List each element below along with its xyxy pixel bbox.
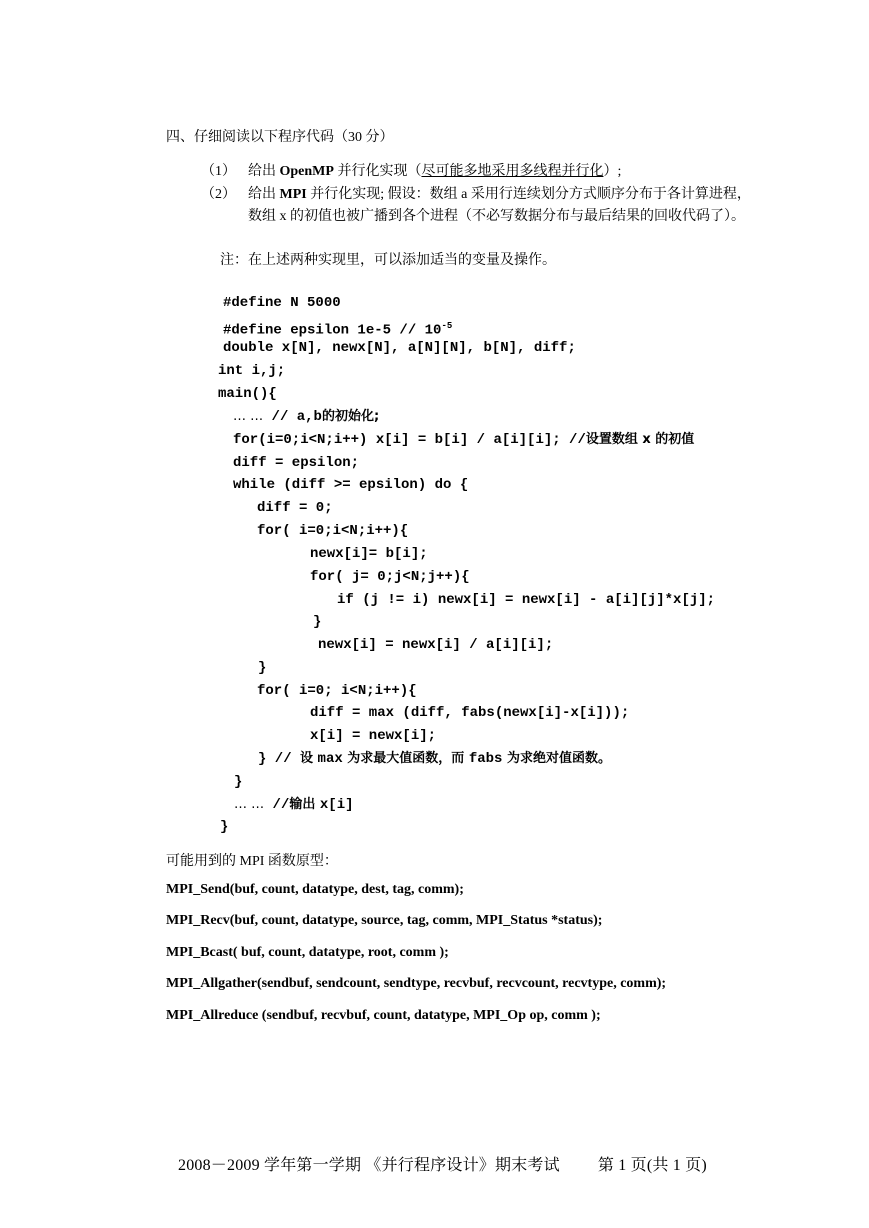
code-line-21-cjk-2: 为求最大值函数，而 [342, 751, 469, 766]
code-line-6-ellipsis: … … [233, 409, 264, 424]
code-line-3: double x[N], newx[N], a[N][N], b[N], diff; [223, 340, 576, 356]
code-line-21-cjk-3: 为求绝对值函数。 [502, 751, 611, 766]
requirement-2-continuation: 数组 x 的初值也被广播到各个进程（不必写数据分布与最后结果的回收代码了）。 [248, 209, 745, 224]
code-line-2-text: #define epsilon 1e-5 // 10 [223, 322, 442, 339]
footer-page-number: 第 1 页(共 1 页) [597, 1157, 707, 1174]
code-line-24: } [220, 819, 229, 835]
code-line-21 [258, 751, 611, 767]
page-footer [178, 1152, 707, 1175]
requirement-2-pre: 给出 [248, 187, 280, 202]
code-line-23-comment: // [264, 797, 290, 813]
code-line-6-cjk: 的初始化; [321, 409, 380, 424]
code-line-9: while (diff >= epsilon) do { [233, 477, 469, 493]
note: 注：在上述两种实现里，可以添加适当的变量及操作。 [220, 253, 556, 268]
code-line-21-cjk-1: 设 [300, 751, 318, 766]
code-line-4: int i,j; [218, 363, 286, 379]
code-line-7 [233, 432, 694, 448]
requirement-1-number: （1） [201, 164, 236, 179]
footer-exam-title: 2008－2009 学年第一学期 《并行程序设计》期末考试 [178, 1157, 560, 1174]
requirement-1-pre: 给出 [248, 164, 280, 179]
requirement-2-text: 并行化实现; 假设：数组 a 采用行连续划分方式顺序分布于各计算进程， [306, 187, 751, 202]
code-line-21-fabs: fabs [468, 751, 503, 767]
requirement-1-underlined: 尽可能多地采用多线程并行化 [421, 164, 604, 179]
code-line-21-max: max [317, 751, 343, 767]
code-line-23-var: x[i] [319, 797, 354, 813]
mpi-send-prototype: MPI_Send(buf, count, datatype, dest, tag, comm); [166, 882, 464, 897]
requirement-1 [248, 160, 621, 180]
code-line-2 [223, 318, 452, 339]
code-line-7-code: for(i=0;i<N;i++) x[i] = b[i] / a[i][i]; // [233, 432, 586, 448]
code-line-19: diff = max (diff, fabs(newx[i]-x[i])); [310, 705, 630, 721]
code-line-15: } [313, 614, 322, 630]
code-line-6 [233, 409, 379, 425]
code-line-8: diff = epsilon; [233, 455, 360, 471]
code-line-6-comment: // a,b [263, 409, 322, 425]
code-line-14: if (j != i) newx[i] = newx[i] - a[i][j]*x[j]; [337, 592, 716, 608]
code-line-12: newx[i]= b[i]; [310, 546, 428, 562]
requirement-1-mid: 并行化实现（ [333, 164, 422, 179]
requirement-1-openmp: OpenMP [279, 164, 334, 179]
code-line-16: newx[i] = newx[i] / a[i][i]; [318, 637, 554, 653]
code-line-18: for( i=0; i<N;i++){ [257, 683, 417, 699]
requirement-1-post: ）; [603, 164, 622, 179]
mpi-prototypes-title: 可能用到的 MPI 函数原型： [166, 854, 338, 869]
requirement-2-mpi: MPI [279, 187, 307, 202]
requirement-2-number: （2） [201, 187, 236, 202]
code-line-23-ellipsis: … … [234, 797, 265, 812]
code-line-5: main(){ [218, 386, 277, 402]
mpi-bcast-prototype: MPI_Bcast( buf, count, datatype, root, comm ); [166, 945, 449, 960]
question-heading: 四、仔细阅读以下程序代码（30 分） [166, 130, 394, 145]
code-line-22: } [234, 774, 243, 790]
code-line-1: #define N 5000 [223, 295, 341, 311]
code-line-2-exponent: -5 [441, 321, 453, 331]
code-line-23-cjk: 输出 [289, 797, 320, 812]
code-line-11: for( i=0;i<N;i++){ [257, 523, 409, 539]
code-line-13: for( j= 0;j<N;j++){ [310, 569, 470, 585]
mpi-recv-prototype: MPI_Recv(buf, count, datatype, source, tag, comm, MPI_Status *status); [166, 913, 603, 928]
requirement-2 [248, 183, 751, 203]
code-line-21-brace: } // [258, 751, 301, 767]
mpi-allreduce-prototype: MPI_Allreduce (sendbuf, recvbuf, count, datatype, MPI_Op op, comm ); [166, 1008, 601, 1023]
code-line-10: diff = 0; [257, 500, 333, 516]
code-line-23 [234, 797, 354, 813]
code-line-17: } [258, 660, 267, 676]
code-line-20: x[i] = newx[i]; [310, 728, 437, 744]
mpi-allgather-prototype: MPI_Allgather(sendbuf, sendcount, sendtype, recvbuf, recvcount, recvtype, comm); [166, 976, 667, 991]
code-line-7-cjk: 设置数组 x 的初值 [585, 432, 695, 447]
